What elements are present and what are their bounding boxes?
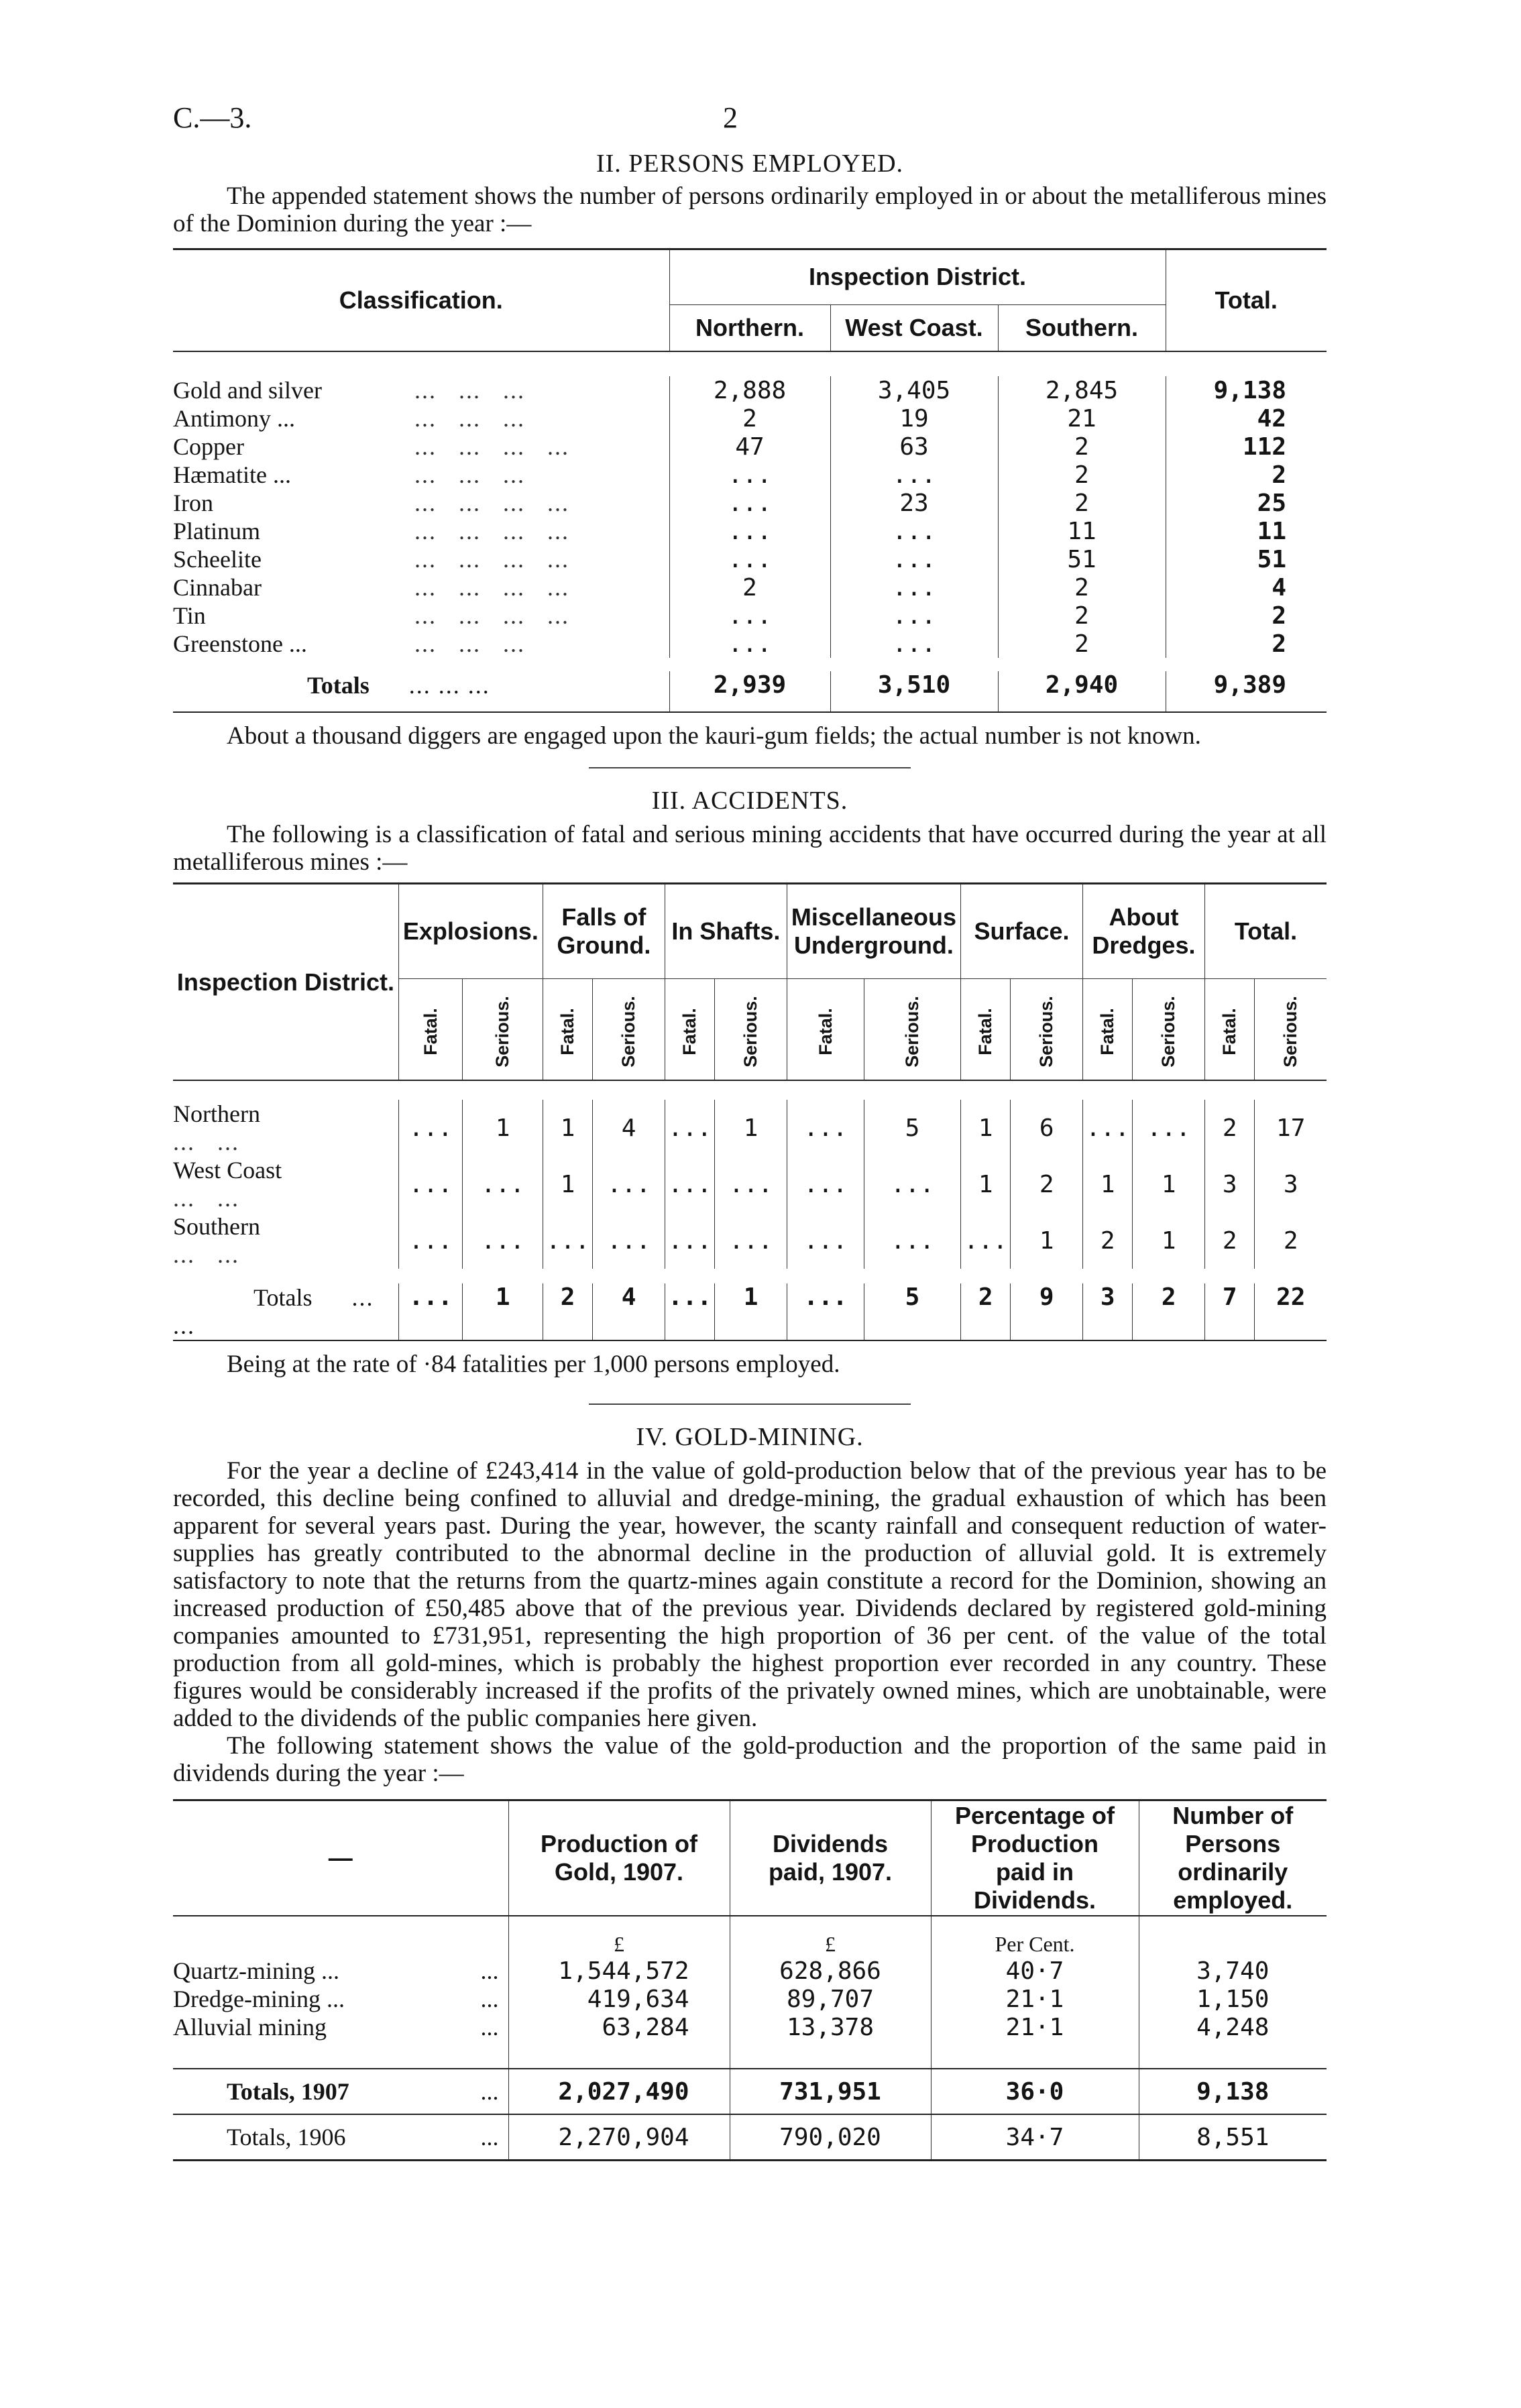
- head-west-coast: West Coast.: [830, 304, 998, 351]
- mineral-name: Cinnabar: [173, 574, 262, 601]
- accident-count: 17: [1255, 1100, 1327, 1156]
- accident-count: 4: [593, 1100, 665, 1156]
- table-row: [173, 433, 1327, 461]
- head-inspection-district: Inspection District.: [669, 249, 1166, 305]
- production-value: 1,544,572: [508, 1957, 730, 1985]
- group-header: About Dredges.: [1082, 884, 1204, 979]
- accident-count: 1: [715, 1100, 787, 1156]
- head-inspection-district: Inspection District.: [173, 884, 398, 1081]
- table-row: [173, 1156, 1327, 1212]
- leader-dots: ... ... ...: [414, 461, 525, 488]
- value-northern: ...: [669, 630, 830, 658]
- head-number-of-persons: Number of Persons ordinarily employed.: [1139, 1800, 1327, 1916]
- totals-leader-dots: ... ... ...: [408, 672, 490, 699]
- dividends-value: 628,866: [730, 1957, 931, 1985]
- accident-count: 5: [864, 1100, 961, 1156]
- fatal-label: Fatal.: [975, 1008, 996, 1055]
- accident-total: 1: [715, 1283, 787, 1340]
- accident-total: 2: [960, 1283, 1010, 1340]
- serious-header-cell: [715, 979, 787, 1081]
- fatal-header-cell: [787, 979, 864, 1081]
- totals-label: Totals: [307, 672, 370, 699]
- fatal-label: Fatal.: [1219, 1008, 1240, 1055]
- serious-label: Serious.: [1158, 996, 1179, 1068]
- accident-total: 4: [593, 1283, 665, 1340]
- row-label-cell: [173, 545, 669, 573]
- accident-count: 1: [960, 1100, 1010, 1156]
- row-label-cell: [173, 461, 669, 489]
- leader-dots: ... ...: [173, 1241, 239, 1268]
- accident-count: ...: [463, 1212, 543, 1269]
- totals-1907-percentage: 36·0: [931, 2069, 1139, 2114]
- mineral-name: Platinum: [173, 518, 261, 544]
- row-label-cell: [173, 517, 669, 545]
- accident-count: 6: [1011, 1100, 1083, 1156]
- accident-count: 1: [1133, 1212, 1205, 1269]
- group-header: Surface.: [960, 884, 1082, 979]
- value-southern: 51: [998, 545, 1166, 573]
- table-row: [173, 461, 1327, 489]
- row-label-cell: [173, 573, 669, 601]
- mineral-name: Antimony ...: [173, 405, 296, 432]
- value-total: 112: [1166, 433, 1327, 461]
- totals-1906-label: Totals, 1906: [227, 2124, 346, 2151]
- value-west-coast: ...: [830, 601, 998, 630]
- value-west-coast: ...: [830, 461, 998, 489]
- page-header: [173, 101, 1327, 141]
- accident-count: ...: [787, 1100, 864, 1156]
- serious-label: Serious.: [618, 996, 639, 1068]
- fatal-header-cell: [1082, 979, 1132, 1081]
- fatal-header-cell: [398, 979, 463, 1081]
- percentage-value: 21·1: [931, 1985, 1139, 2013]
- totals-1907-dots: ...: [480, 2078, 499, 2105]
- accident-count: 1: [960, 1156, 1010, 1212]
- persons-employed-table: [173, 248, 1327, 713]
- value-total: 2: [1166, 630, 1327, 658]
- row-label-cell: [173, 1957, 508, 1985]
- district-name: Northern: [173, 1100, 260, 1127]
- group-header: Explosions.: [398, 884, 543, 979]
- gold-mining-paragraph-2: The following statement shows the value of the gold-production and the proportion of the same paid in dividends during the year :—: [173, 1732, 1327, 1787]
- totals-southern: 2,940: [998, 671, 1166, 712]
- serious-header-cell: [593, 979, 665, 1081]
- totals-leader-dots: ... ...: [173, 1284, 374, 1339]
- accident-count: ...: [960, 1212, 1010, 1269]
- value-northern: ...: [669, 545, 830, 573]
- row-label-cell: [173, 489, 669, 517]
- row-label-cell: [173, 433, 669, 461]
- serious-label: Serious.: [1280, 996, 1301, 1068]
- fatal-header-cell: [665, 979, 714, 1081]
- leader-dots: ... ... ... ...: [414, 574, 569, 601]
- page-number: 2: [723, 101, 738, 134]
- accident-count: 3: [1255, 1156, 1327, 1212]
- mineral-name: Scheelite: [173, 546, 262, 573]
- row-label-cell: [173, 1100, 398, 1156]
- row-label-cell: [173, 630, 669, 658]
- gold-production-table: [173, 1799, 1327, 2161]
- mineral-name: Gold and silver: [173, 377, 322, 404]
- value-west-coast: 23: [830, 489, 998, 517]
- table-row: [173, 1100, 1327, 1156]
- percentage-value: 21·1: [931, 2013, 1139, 2041]
- accident-total: 2: [543, 1283, 592, 1340]
- fatal-label: Fatal.: [815, 1008, 836, 1055]
- dividends-value: 89,707: [730, 1985, 931, 2013]
- value-northern: 2: [669, 404, 830, 433]
- serious-label: Serious.: [740, 996, 761, 1068]
- section-divider: [589, 767, 911, 768]
- value-northern: 47: [669, 433, 830, 461]
- value-southern: 2: [998, 573, 1166, 601]
- kauri-gum-note: About a thousand diggers are engaged upon the kauri-gum fields; the actual number is not known.: [227, 722, 1201, 750]
- accident-total: 3: [1082, 1283, 1132, 1340]
- value-southern: 2: [998, 461, 1166, 489]
- fatal-header-cell: [543, 979, 592, 1081]
- value-total: 9,138: [1166, 376, 1327, 404]
- head-percentage-paid: Percentage of Production paid in Dividends.: [931, 1800, 1139, 1916]
- table-row: [173, 1212, 1327, 1269]
- accident-count: ...: [398, 1156, 463, 1212]
- group-header: Miscellaneous Underground.: [787, 884, 960, 979]
- row-label-cell: [173, 2013, 508, 2041]
- totals-label: Totals: [253, 1284, 313, 1311]
- serious-header-cell: [1011, 979, 1083, 1081]
- value-total: 4: [1166, 573, 1327, 601]
- totals-1907-row: [173, 2069, 1327, 2114]
- accident-count: 2: [1204, 1212, 1254, 1269]
- value-total: 2: [1166, 601, 1327, 630]
- persons-totals-row: [173, 671, 1327, 712]
- totals-1906-percentage: 34·7: [931, 2114, 1139, 2161]
- accident-count: ...: [1133, 1100, 1205, 1156]
- accident-count: ...: [398, 1212, 463, 1269]
- table-row: [173, 545, 1327, 573]
- value-west-coast: ...: [830, 545, 998, 573]
- table-row: [173, 376, 1327, 404]
- accident-count: 1: [1011, 1212, 1083, 1269]
- totals-west-coast: 3,510: [830, 671, 998, 712]
- accident-total: 2: [1133, 1283, 1205, 1340]
- leader-dots: ... ...: [173, 1185, 239, 1212]
- head-classification: Classification.: [173, 249, 669, 352]
- accident-count: 2: [1204, 1100, 1254, 1156]
- percentage-value: 40·7: [931, 1957, 1139, 1985]
- accident-count: 2: [1011, 1156, 1083, 1212]
- value-total: 51: [1166, 545, 1327, 573]
- accident-count: ...: [665, 1156, 714, 1212]
- serious-label: Serious.: [901, 996, 922, 1068]
- fatal-label: Fatal.: [1097, 1008, 1118, 1055]
- value-total: 25: [1166, 489, 1327, 517]
- accident-count: ...: [593, 1156, 665, 1212]
- accident-count: ...: [543, 1212, 592, 1269]
- leader-dots: ... ... ...: [414, 405, 525, 432]
- document-page: [173, 101, 1327, 2161]
- serious-header-cell: [1133, 979, 1205, 1081]
- accident-count: ...: [1082, 1100, 1132, 1156]
- row-label-cell: [173, 1212, 398, 1269]
- unit-pound-production: £: [508, 1916, 730, 1957]
- accident-total: 7: [1204, 1283, 1254, 1340]
- serious-header-cell: [463, 979, 543, 1081]
- mineral-name: Iron: [173, 490, 213, 516]
- fatal-header-cell: [1204, 979, 1254, 1081]
- section-title-persons-employed: II. PERSONS EMPLOYED.: [596, 150, 904, 178]
- head-production-of-gold: Production of Gold, 1907.: [508, 1800, 730, 1916]
- value-west-coast: ...: [830, 517, 998, 545]
- table-row: [173, 573, 1327, 601]
- value-southern: 2: [998, 489, 1166, 517]
- value-southern: 2: [998, 433, 1166, 461]
- row-label-cell: [173, 1156, 398, 1212]
- head-southern: Southern.: [998, 304, 1166, 351]
- leader-dots: ... ... ... ...: [414, 546, 569, 573]
- leader-dots: ...: [480, 1986, 499, 2012]
- production-value: 63,284: [508, 2013, 730, 2041]
- serious-label: Serious.: [492, 996, 513, 1068]
- group-header: In Shafts.: [665, 884, 787, 979]
- accident-count: 1: [543, 1156, 592, 1212]
- accident-count: 1: [463, 1100, 543, 1156]
- value-west-coast: 3,405: [830, 376, 998, 404]
- persons-value: 1,150: [1139, 1985, 1327, 2013]
- accident-count: 1: [543, 1100, 592, 1156]
- fatal-label: Fatal.: [557, 1008, 578, 1055]
- accidents-table: [173, 882, 1327, 1341]
- dividends-value: 13,378: [730, 2013, 931, 2041]
- mineral-name: Copper: [173, 433, 244, 460]
- mineral-name: Greenstone ...: [173, 630, 307, 657]
- serious-header-cell: [864, 979, 961, 1081]
- table-row: [173, 630, 1327, 658]
- persons-intro: The appended statement shows the number of persons ordinarily employed in or about the metalliferous mines of the Dominion during the year :—: [173, 182, 1327, 237]
- mining-type: Alluvial mining: [173, 2014, 327, 2041]
- accident-count: ...: [864, 1156, 961, 1212]
- totals-1906-persons: 8,551: [1139, 2114, 1327, 2161]
- value-total: 11: [1166, 517, 1327, 545]
- group-header: Falls of Ground.: [543, 884, 665, 979]
- value-west-coast: ...: [830, 630, 998, 658]
- totals-1906-dots: ...: [480, 2124, 499, 2151]
- head-northern: Northern.: [669, 304, 830, 351]
- section-title-accidents: III. ACCIDENTS.: [651, 787, 848, 815]
- accidents-intro: The following is a classification of fatal and serious mining accidents that have occurred during the year at all metalliferous mines :—: [173, 821, 1327, 876]
- value-southern: 2: [998, 601, 1166, 630]
- leader-dots: ... ... ...: [414, 630, 525, 657]
- head-dividends-paid: Dividends paid, 1907.: [730, 1800, 931, 1916]
- unit-per-cent: Per Cent.: [931, 1916, 1139, 1957]
- accident-count: ...: [398, 1100, 463, 1156]
- mining-type: Dredge-mining ...: [173, 1986, 345, 2012]
- leader-dots: ... ... ... ...: [414, 518, 569, 544]
- production-value: 419,634: [508, 1985, 730, 2013]
- table-row: [173, 1957, 1327, 1985]
- accident-count: ...: [787, 1212, 864, 1269]
- totals-1906-dividends: 790,020: [730, 2114, 931, 2161]
- unit-pound-dividends: £: [730, 1916, 931, 1957]
- accident-count: 2: [1082, 1212, 1132, 1269]
- head-dash: —: [328, 1844, 353, 1872]
- accident-count: ...: [715, 1156, 787, 1212]
- totals-northern: 2,939: [669, 671, 830, 712]
- value-southern: 21: [998, 404, 1166, 433]
- fatal-header-cell: [960, 979, 1010, 1081]
- table-row: [173, 404, 1327, 433]
- fatal-label: Fatal.: [420, 1008, 441, 1055]
- totals-1906-production: 2,270,904: [508, 2114, 730, 2161]
- accident-count: ...: [787, 1156, 864, 1212]
- accidents-totals-row: [173, 1283, 1327, 1340]
- leader-dots: ...: [480, 1957, 499, 1984]
- mineral-name: Tin: [173, 602, 206, 629]
- head-total: Total.: [1166, 249, 1327, 352]
- value-northern: ...: [669, 601, 830, 630]
- accident-count: ...: [715, 1212, 787, 1269]
- leader-dots: ... ... ... ...: [414, 433, 569, 460]
- row-label-cell: [173, 601, 669, 630]
- totals-1906-row: [173, 2114, 1327, 2161]
- value-northern: ...: [669, 461, 830, 489]
- accident-count: ...: [463, 1156, 543, 1212]
- value-west-coast: ...: [830, 573, 998, 601]
- group-header: Total.: [1204, 884, 1327, 979]
- fatality-rate-note: Being at the rate of ·84 fatalities per 1,000 persons employed.: [227, 1351, 840, 1378]
- accident-count: ...: [665, 1100, 714, 1156]
- value-total: 2: [1166, 461, 1327, 489]
- value-northern: ...: [669, 517, 830, 545]
- value-southern: 2,845: [998, 376, 1166, 404]
- fatal-label: Fatal.: [679, 1008, 700, 1055]
- value-total: 42: [1166, 404, 1327, 433]
- totals-1907-production: 2,027,490: [508, 2069, 730, 2114]
- value-west-coast: 19: [830, 404, 998, 433]
- accident-count: 1: [1082, 1156, 1132, 1212]
- value-southern: 11: [998, 517, 1166, 545]
- persons-value: 4,248: [1139, 2013, 1327, 2041]
- leader-dots: ... ... ... ...: [414, 490, 569, 516]
- table-row: [173, 601, 1327, 630]
- table-row: [173, 517, 1327, 545]
- serious-label: Serious.: [1036, 996, 1057, 1068]
- value-northern: 2,888: [669, 376, 830, 404]
- value-northern: ...: [669, 489, 830, 517]
- leader-dots: ... ...: [173, 1129, 239, 1155]
- district-name: West Coast: [173, 1157, 282, 1184]
- value-northern: 2: [669, 573, 830, 601]
- section-title-gold-mining: IV. GOLD-MINING.: [636, 1423, 864, 1451]
- accident-count: 3: [1204, 1156, 1254, 1212]
- accident-total: 1: [463, 1283, 543, 1340]
- accident-count: 2: [1255, 1212, 1327, 1269]
- value-southern: 2: [998, 630, 1166, 658]
- row-label-cell: [173, 376, 669, 404]
- accident-total: ...: [398, 1283, 463, 1340]
- persons-value: 3,740: [1139, 1957, 1327, 1985]
- totals-1907-persons: 9,138: [1139, 2069, 1327, 2114]
- accident-total: ...: [665, 1283, 714, 1340]
- table-row: [173, 489, 1327, 517]
- value-west-coast: 63: [830, 433, 998, 461]
- totals-1907-dividends: 731,951: [730, 2069, 931, 2114]
- leader-dots: ...: [480, 2014, 499, 2041]
- district-name: Southern: [173, 1213, 260, 1240]
- table-row: [173, 1985, 1327, 2013]
- totals-total: 9,389: [1166, 671, 1327, 712]
- accident-count: ...: [593, 1212, 665, 1269]
- accident-count: 1: [1133, 1156, 1205, 1212]
- gold-mining-paragraph-1: For the year a decline of £243,414 in the value of gold-production below that of the previous year has to be recorded, this decline being confined to alluvial and dredge-mining, the gradual exhaustion of which has been apparent for several years past. During the year, however, the scanty rainfall and consequent reduction of water-supplies has greatly contributed to the abnormal decline in the production of alluvial gold. It is extremely satisfactory to note that the returns from the quartz-mines again constitute a record for the Dominion, showing an increased production of £50,485 above that of the previous year. Dividends declared by registered gold-mining companies amounted to £731,951, representing the high proportion of 36 per cent. of the value of the total production from all gold-mines, which is probably the highest proportion ever recorded in any country. These figures would be considerably increased if the profits of the privately owned mines, which are unobtainable, were added to the dividends of the public companies here given.: [173, 1457, 1327, 1732]
- serious-header-cell: [1255, 979, 1327, 1081]
- row-label-cell: [173, 1985, 508, 2013]
- totals-1907-label: Totals, 1907: [227, 2078, 349, 2105]
- accident-total: 22: [1255, 1283, 1327, 1340]
- parliamentary-paper-code: C.—3.: [173, 101, 252, 134]
- mineral-name: Hæmatite ...: [173, 461, 291, 488]
- mining-type: Quartz-mining ...: [173, 1957, 339, 1984]
- table-row: [173, 2013, 1327, 2041]
- accident-total: 5: [864, 1283, 961, 1340]
- leader-dots: ... ... ...: [414, 377, 525, 404]
- accident-count: ...: [665, 1212, 714, 1269]
- row-label-cell: [173, 404, 669, 433]
- accident-total: 9: [1011, 1283, 1083, 1340]
- leader-dots: ... ... ... ...: [414, 602, 569, 629]
- section-divider: [589, 1403, 911, 1405]
- accident-total: ...: [787, 1283, 864, 1340]
- accident-count: ...: [864, 1212, 961, 1269]
